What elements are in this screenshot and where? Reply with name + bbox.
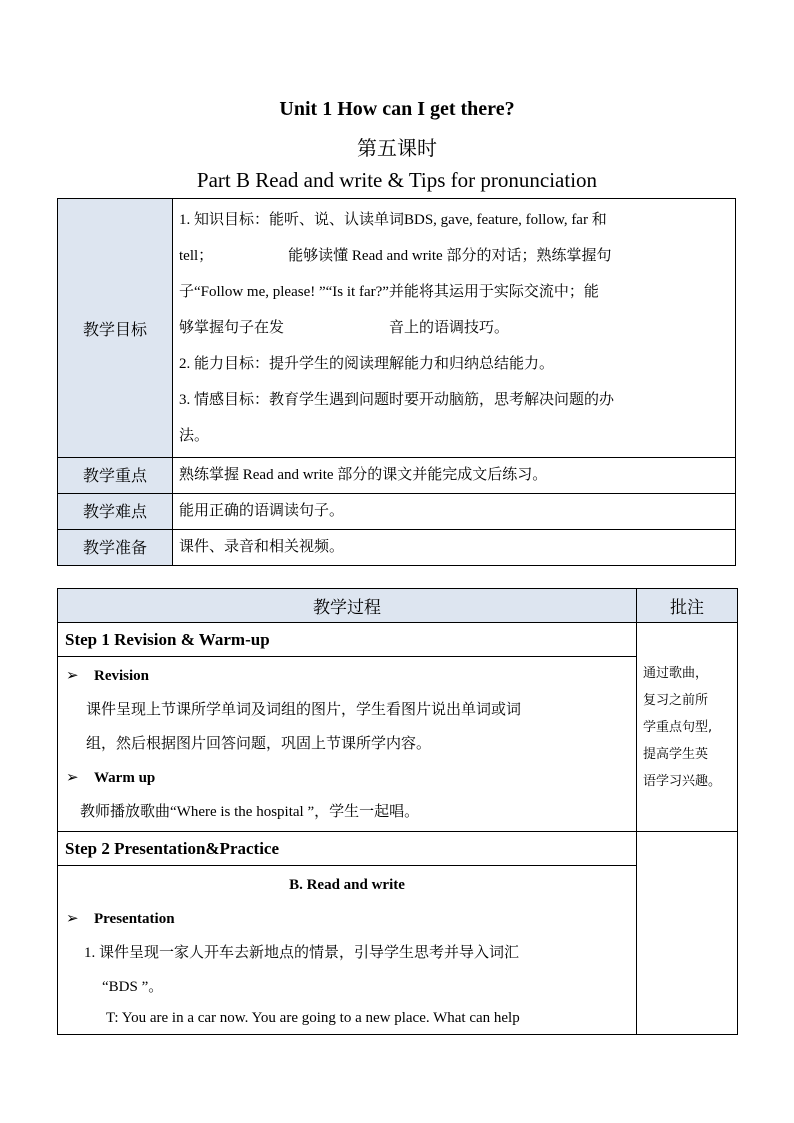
process-header: 教学过程 — [58, 589, 637, 623]
revision-text: 课件呈现上节课所学单词及词组的图片，学生看图片说出单词或词 — [86, 702, 522, 718]
notes-header: 批注 — [637, 589, 738, 623]
revision-text: 组，然后根据图片回答问题，巩固上节课所学内容。 — [86, 736, 432, 752]
note-line: 复习之前所 — [643, 692, 709, 708]
presentation-label: Presentation — [94, 911, 175, 927]
presentation-text: T: You are in a car now. You are going to a new place. What can help — [106, 1010, 520, 1026]
section-title: B. Read and write — [289, 877, 405, 893]
goal-line: tell； 能够读懂 Read and write 部分的对话；熟练掌握句 — [179, 248, 612, 264]
warmup-label: Warm up — [94, 770, 156, 786]
difficult-label: 教学难点 — [58, 494, 173, 530]
goal-line: 法。 — [179, 428, 210, 444]
note-line: 学重点句型, — [643, 719, 713, 735]
prep-value: 课件、录音和相关视频。 — [173, 530, 736, 566]
revision-label: Revision — [94, 668, 150, 684]
goal-line: 子“Follow me, please! ”“Is it far?”并能将其运用于实际交流中；能 — [179, 284, 599, 300]
difficult-row — [58, 494, 736, 530]
note-line: 通过歌曲， — [643, 665, 709, 681]
prep-row — [58, 530, 736, 566]
goals-row — [58, 199, 736, 458]
key-row — [58, 458, 736, 494]
goal-line: 1. 知识目标：能听、说、认读单词BDS, gave, feature, follow, far 和 — [179, 212, 607, 228]
step2-row — [58, 832, 738, 866]
part-title: Part B Read and write & Tips for pronunciation — [196, 168, 598, 192]
note-line: 语学习兴趣。 — [643, 773, 722, 789]
process-header-row — [58, 589, 738, 623]
arrow-bullet-icon: ➢ — [66, 768, 79, 786]
step1-body-row — [58, 657, 738, 832]
key-label: 教学重点 — [58, 458, 173, 494]
lesson-title: 第五课时 — [357, 138, 437, 160]
revision-heading — [58, 659, 636, 693]
warmup-text: 教师播放歌曲“Where is the hospital ”，学生一起唱。 — [80, 804, 420, 820]
goals-label: 教学目标 — [58, 199, 173, 458]
presentation-text: 1. 课件呈现一家人开车去新地点的情景，引导学生思考并导入词汇 — [84, 945, 520, 961]
goal-line: 够掌握句子在发 音上的语调技巧。 — [179, 320, 510, 336]
goal-line: 2. 能力目标：提升学生的阅读理解能力和归纳总结能力。 — [179, 356, 555, 372]
process-table — [57, 588, 738, 1035]
presentation-heading — [58, 902, 636, 936]
step2-body-row — [58, 866, 738, 1035]
step1-row — [58, 623, 738, 657]
arrow-bullet-icon: ➢ — [66, 666, 79, 684]
warmup-heading — [58, 761, 636, 795]
key-value: 熟练掌握 Read and write 部分的课文并能完成文后练习。 — [173, 458, 736, 494]
difficult-value: 能用正确的语调读句子。 — [173, 494, 736, 530]
presentation-text: “BDS ”。 — [102, 979, 164, 995]
step2-note — [637, 832, 738, 1035]
objectives-table — [57, 198, 736, 566]
note-line: 提高学生英 — [643, 746, 709, 762]
arrow-bullet-icon: ➢ — [66, 909, 79, 927]
step2-title: Step 2 Presentation&Practice — [58, 832, 637, 866]
unit-title: Unit 1 How can I get there? — [279, 98, 515, 120]
step1-body — [58, 657, 637, 832]
goals-content — [173, 199, 736, 458]
step1-note — [637, 623, 738, 832]
goal-line: 3. 情感目标：教育学生遇到问题时要开动脑筋，思考解决问题的办 — [179, 392, 615, 408]
step2-body — [58, 866, 637, 1035]
prep-label: 教学准备 — [58, 530, 173, 566]
step1-title: Step 1 Revision & Warm-up — [58, 623, 637, 657]
